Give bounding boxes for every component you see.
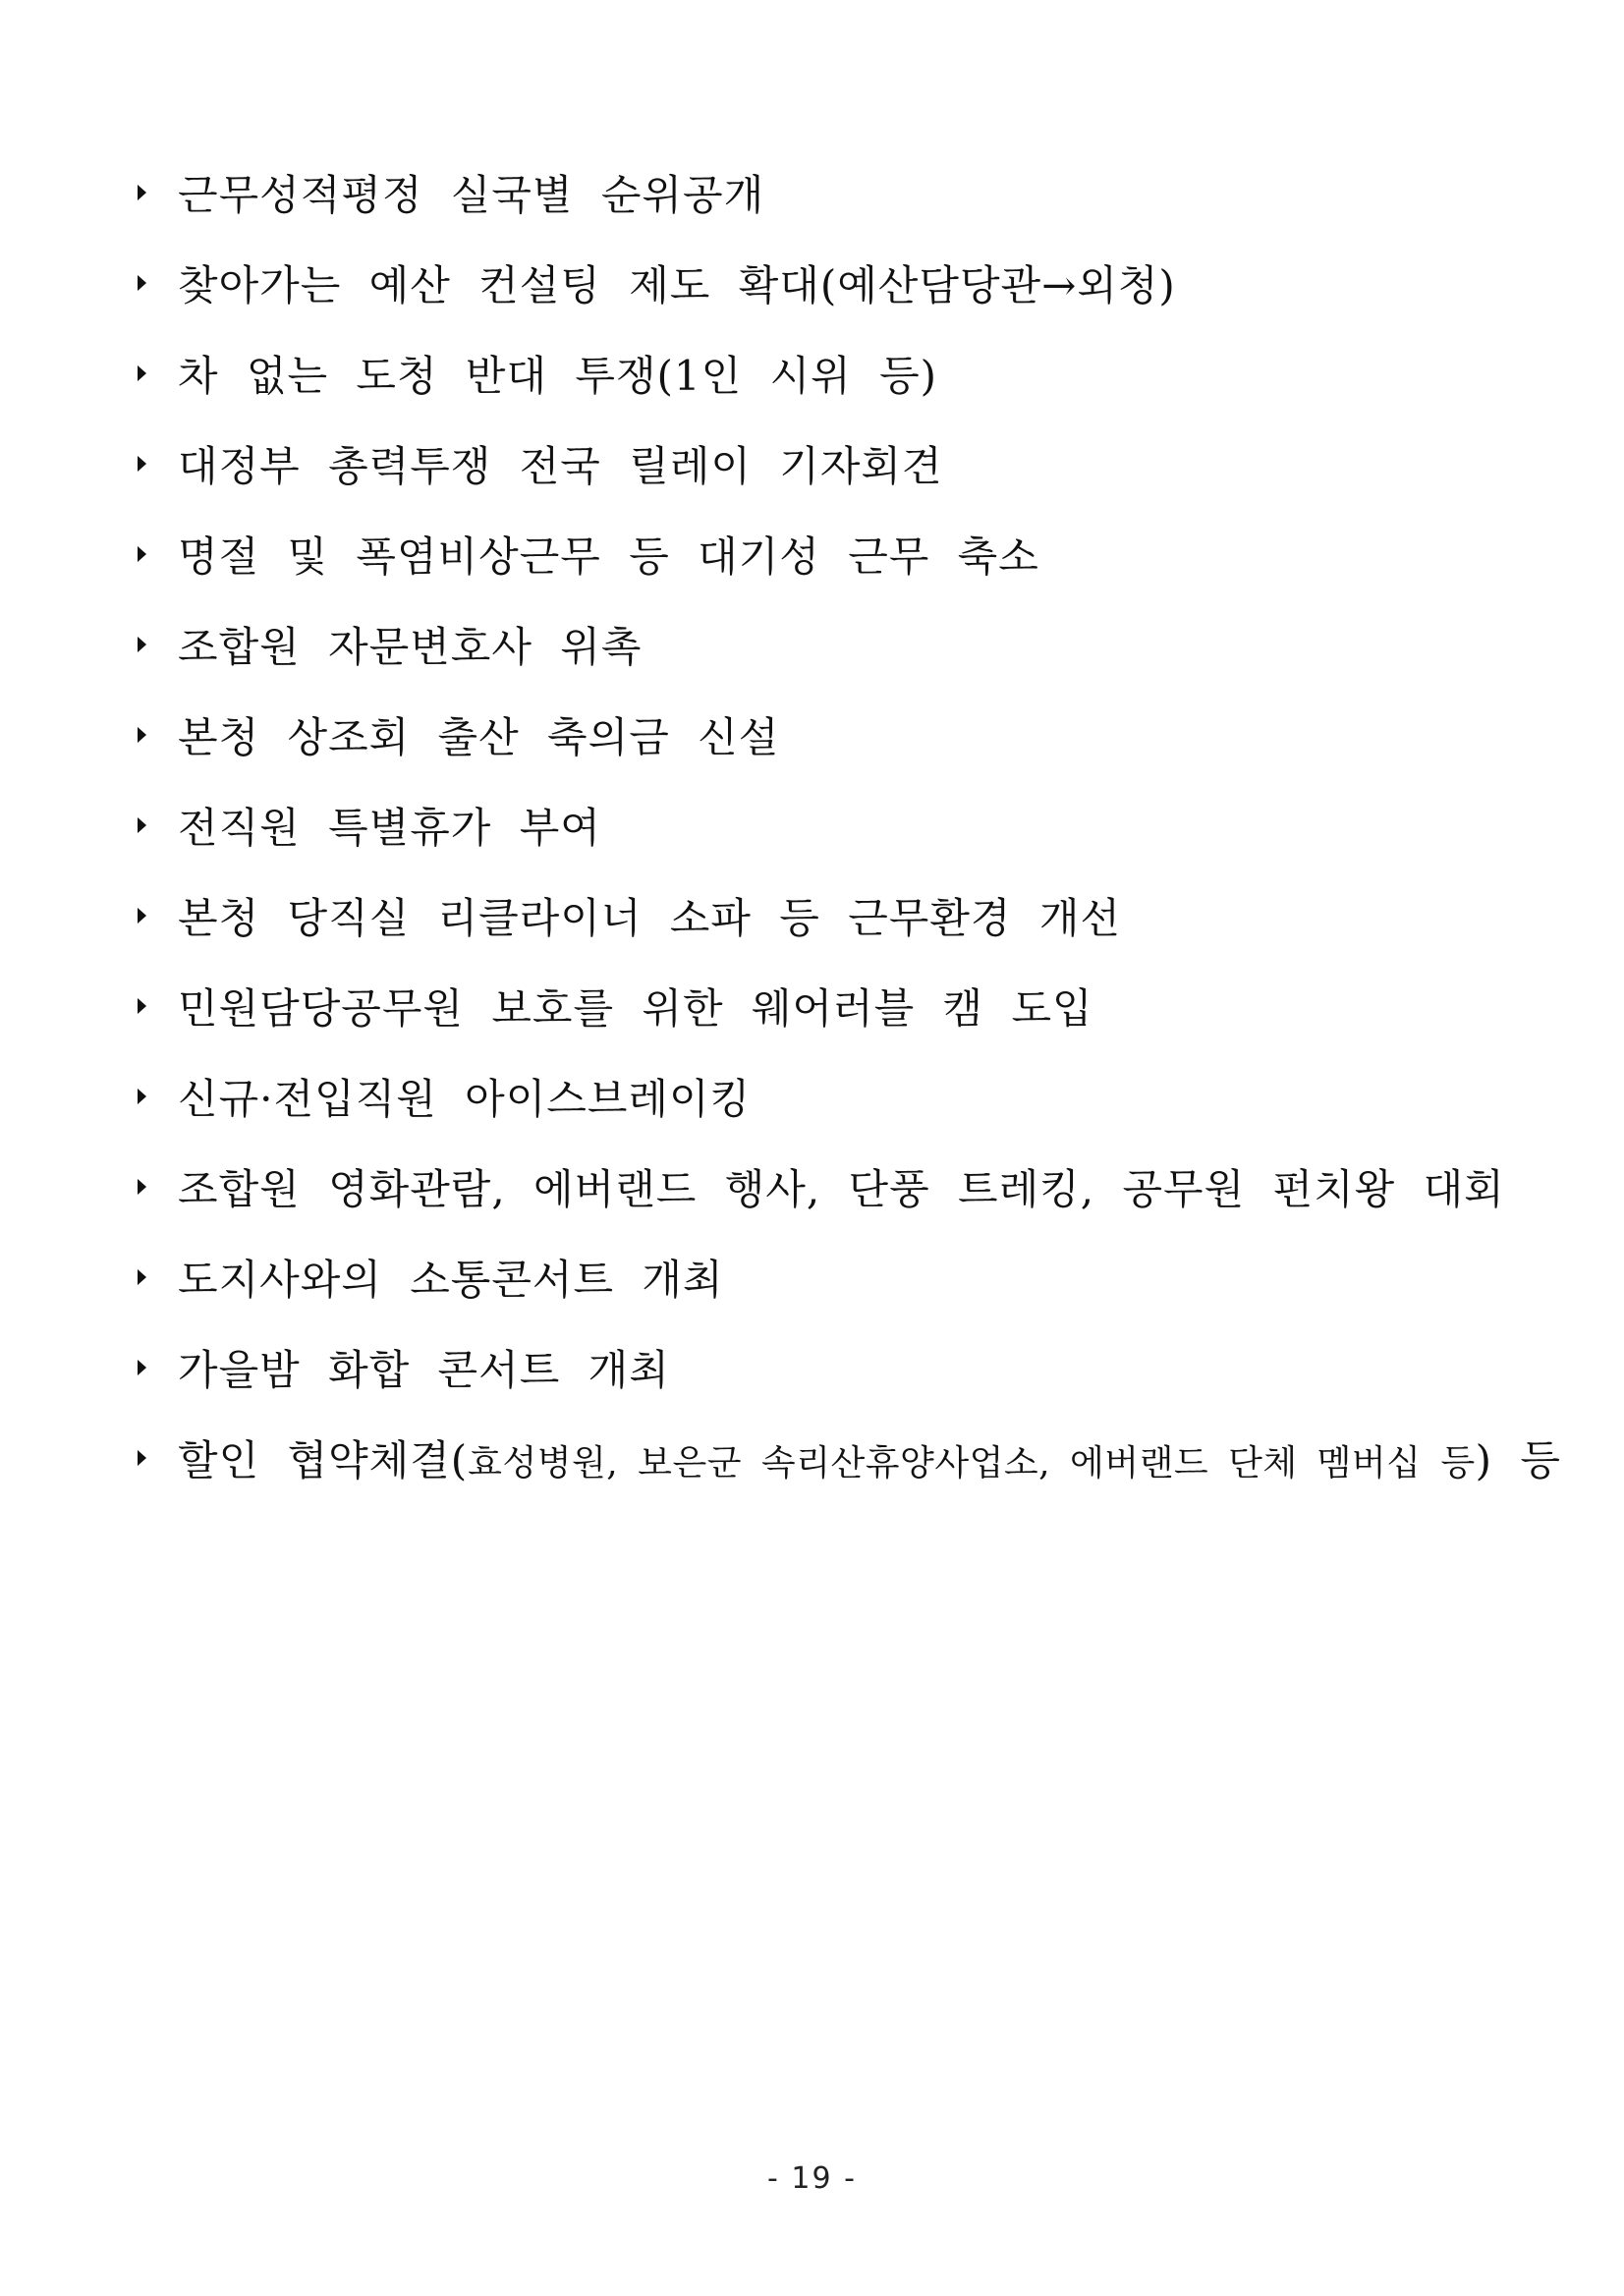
list-item: [138, 690, 1533, 780]
bullet-list: [138, 147, 1561, 1503]
triangle-bullet-icon: [138, 727, 146, 743]
triangle-bullet-icon: [138, 908, 146, 924]
list-item-text: 대정부 총력투쟁 전국 릴레이 기자회견: [178, 442, 943, 490]
triangle-bullet-icon: [138, 1179, 146, 1195]
list-item-text: 전직원 특별휴가 부여: [178, 804, 601, 852]
list-item: [138, 509, 1533, 599]
triangle-bullet-icon: [138, 365, 146, 381]
triangle-bullet-icon: [138, 998, 146, 1014]
triangle-bullet-icon: [138, 456, 146, 472]
list-item-tail: ) 등: [1475, 1436, 1561, 1484]
triangle-bullet-icon: [138, 1269, 146, 1285]
list-item: [138, 147, 1533, 238]
triangle-bullet-icon: [138, 817, 146, 833]
list-item: [138, 238, 1533, 328]
list-item: [138, 961, 1533, 1051]
triangle-bullet-icon: [138, 185, 146, 200]
list-item: [138, 1322, 1533, 1413]
triangle-bullet-icon: [138, 275, 146, 291]
list-item-text: 민원담당공무원 보호를 위한 웨어러블 캠 도입: [178, 984, 1093, 1033]
list-item-text: 본청 상조회 출산 축의금 신설: [178, 713, 780, 761]
triangle-bullet-icon: [138, 1089, 146, 1104]
triangle-bullet-icon: [138, 546, 146, 562]
list-item: [138, 328, 1533, 419]
list-item: [138, 1232, 1533, 1322]
list-item-text: 찾아가는 예산 컨설팅 제도 확대(예산담당관→외청): [178, 261, 1176, 309]
list-item: [138, 1142, 1533, 1232]
list-item-text: 신규·전입직원 아이스브레이킹: [178, 1075, 752, 1123]
list-item-text: 가을밤 화합 콘서트 개최: [178, 1346, 670, 1394]
list-item-text: 근무성적평정 실국별 순위공개: [178, 171, 765, 219]
list-item-text: 도지사와의 소통콘서트 개최: [178, 1256, 724, 1304]
triangle-bullet-icon: [138, 1360, 146, 1375]
list-item-text: 명절 및 폭염비상근무 등 대기성 근무 축소: [178, 532, 1039, 581]
list-item-lead: 할인 협약체결(: [178, 1436, 469, 1484]
list-item: [138, 780, 1533, 870]
list-item-text: 조합원 영화관람, 에버랜드 행사, 단풍 트레킹, 공무원 펀치왕 대회: [178, 1165, 1505, 1213]
list-item: [138, 1413, 1561, 1503]
triangle-bullet-icon: [138, 637, 146, 652]
list-item: [138, 419, 1533, 509]
list-item-text-composite: [178, 1428, 1561, 1487]
list-item-text: 조합원 자문변호사 위촉: [178, 623, 643, 671]
triangle-bullet-icon: [138, 1450, 146, 1466]
list-item: [138, 870, 1533, 961]
list-item: [138, 599, 1533, 690]
list-item-text: 차 없는 도청 반대 투쟁(1인 시위 등): [178, 352, 938, 400]
list-item-text: 본청 당직실 리클라이너 소파 등 근무환경 개선: [178, 894, 1121, 942]
list-item-detail: 효성병원, 보은군 속리산휴양사업소, 에버랜드 단체 멤버십 등: [468, 1443, 1476, 1484]
page-number: - 19 -: [767, 2161, 857, 2196]
list-item: [138, 1051, 1533, 1142]
